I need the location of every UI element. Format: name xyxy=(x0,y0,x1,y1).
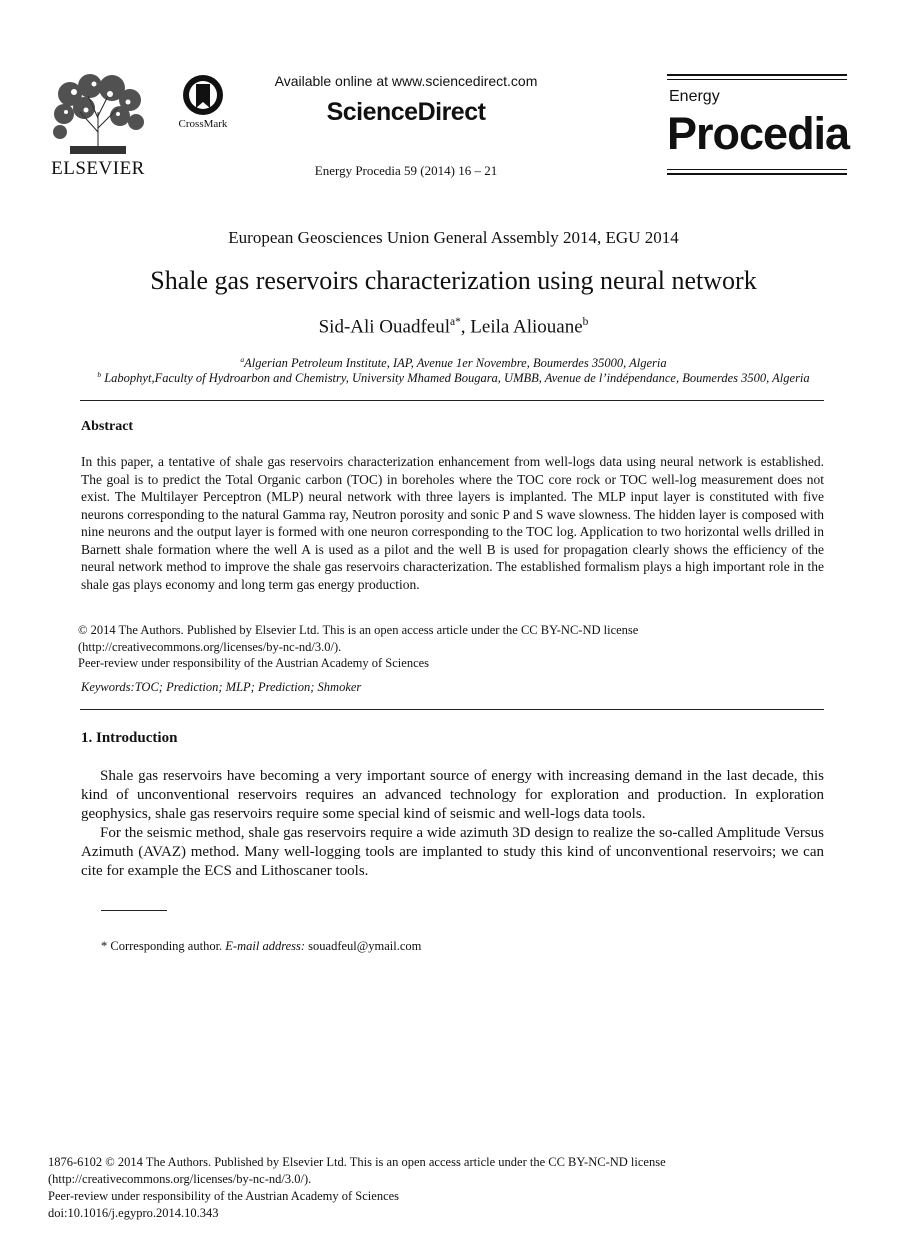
email-address[interactable]: souadfeul@ymail.com xyxy=(305,939,422,953)
elsevier-tree-icon xyxy=(50,72,146,156)
crossmark-label: CrossMark xyxy=(178,118,228,130)
crossmark-badge[interactable] xyxy=(172,74,234,132)
crossmark-icon xyxy=(180,74,226,118)
author-list xyxy=(0,316,907,338)
divider-top xyxy=(80,400,824,401)
affiliation-text: Labophyt,Faculty of Hydroarbon and Chemistry, University Mhamed Bougara, UMBB, Avenue de l’indépendance, Boumerdes 3500, Algeria xyxy=(101,371,810,386)
available-online: Available online at www.sciencedirect.com xyxy=(274,73,538,89)
elsevier-logo xyxy=(50,72,146,180)
footer-doi[interactable]: doi:10.1016/j.egypro.2014.10.343 xyxy=(48,1206,219,1220)
author-superscript: b xyxy=(582,316,589,328)
paragraph: For the seismic method, shale gas reservoirs require a wide azimuth 3D design to realize the so-called Amplitude Versus Azimuth (AVAZ) method. Many well-logging tools are implanted to study this kind of unconventional reservoirs; we can cite for example the ECS and Lithoscaner tools. xyxy=(81,825,824,879)
peer-review-line: Peer-review under responsibility of the Austrian Academy of Sciences xyxy=(78,656,430,670)
copyright-line: © 2014 The Authors. Published by Elsevier Ltd. This is an open access article under the CC BY-NC-ND license xyxy=(78,623,639,637)
journal-name-small: Energy xyxy=(669,88,720,105)
logo-rule-bottom-thin xyxy=(667,169,847,170)
footnote xyxy=(101,939,421,954)
conference-name: European Geosciences Union General Assembly 2014, EGU 2014 xyxy=(228,228,679,247)
author-name: Sid-Ali Ouadfeul xyxy=(318,316,451,338)
publisher-name: ELSEVIER xyxy=(51,158,145,179)
divider-bottom xyxy=(80,709,824,710)
copyright-block xyxy=(78,622,828,672)
footer-issn-line: 1876-6102 © 2014 The Authors. Published by Elsevier Ltd. This is an open access article under the CC BY-NC-ND license xyxy=(48,1155,666,1169)
energy-procedia-logo xyxy=(667,74,850,178)
footnote-prefix: * Corresponding author. xyxy=(101,939,226,953)
footer-peer-review: Peer-review under responsibility of the Austrian Academy of Sciences xyxy=(48,1189,400,1203)
footer-license-link[interactable]: (http://creativecommons.org/licenses/by-nc-nd/3.0/). xyxy=(48,1172,312,1186)
section-heading: 1. Introduction xyxy=(81,730,178,746)
paper-title: Shale gas reservoirs characterization using neural network xyxy=(150,266,757,295)
abstract-heading: Abstract xyxy=(81,419,134,434)
abstract-body: In this paper, a tentative of shale gas reservoirs characterization enhancement from well-logs data using neural network is established. The goal is to predict the Total Organic carbon (TOC) in boreholes where the TOC core rock or TOC well-log measurement does not exist. The Multilayer Perceptron (MLP) neural network with three layers is implanted. The MLP input layer is constituted with five neurons corresponding to the natural Gamma ray, Neutron porosity and sonic P and S wave slowness. The hidden layer is composed with nine neurons and the output layer is formed with one neuron corresponding to the TOC log. Application to two horizontal wells drilled in Barnett shale formation where the well A is used as a pilot and the well B is used for propagation clearly shows the efficiency of the neural network method to improve the shale gas reservoirs characterization. The established formalism plays a high important role in the shale gas plays economy and long term gas energy production. xyxy=(81,454,824,592)
affiliation-b xyxy=(0,370,907,386)
author-superscript: a* xyxy=(450,316,461,328)
paragraph: Shale gas reservoirs have becoming a very important source of energy with increasing demand in the last decade, this kind of unconventional reservoirs requires an advanced technology for exploration and production. In exploration geophysics, shale gas reservoirs require some special kind of seismic and well-logs data tools. xyxy=(81,768,824,822)
page-footer xyxy=(48,1154,848,1222)
affiliation-marker: a xyxy=(240,355,245,364)
email-label: E-mail address: xyxy=(225,939,306,953)
keywords: Keywords:TOC; Prediction; MLP; Prediction; Shmoker xyxy=(81,680,362,694)
logo-rule-top-thin xyxy=(667,79,847,80)
journal-reference: Energy Procedia 59 (2014) 16 – 21 xyxy=(314,163,498,178)
author-name: Leila Aliouane xyxy=(470,316,583,338)
sciencedirect-wordmark: ScienceDirect xyxy=(326,98,486,126)
affiliation-marker: b xyxy=(97,370,102,379)
author-separator: , xyxy=(460,316,471,338)
license-link[interactable]: (http://creativecommons.org/licenses/by-nc-nd/3.0/). xyxy=(78,639,342,654)
footnote-rule xyxy=(101,910,167,911)
logo-rule-bottom xyxy=(667,173,847,175)
affiliation-a xyxy=(0,355,907,371)
section-body xyxy=(81,767,824,881)
journal-name-big: Procedia xyxy=(667,108,850,159)
affiliation-text: Algerian Petroleum Institute, IAP, Avenue 1er Novembre, Boumerdes 35000, Algeria xyxy=(244,356,667,371)
logo-rule-top xyxy=(667,74,847,76)
